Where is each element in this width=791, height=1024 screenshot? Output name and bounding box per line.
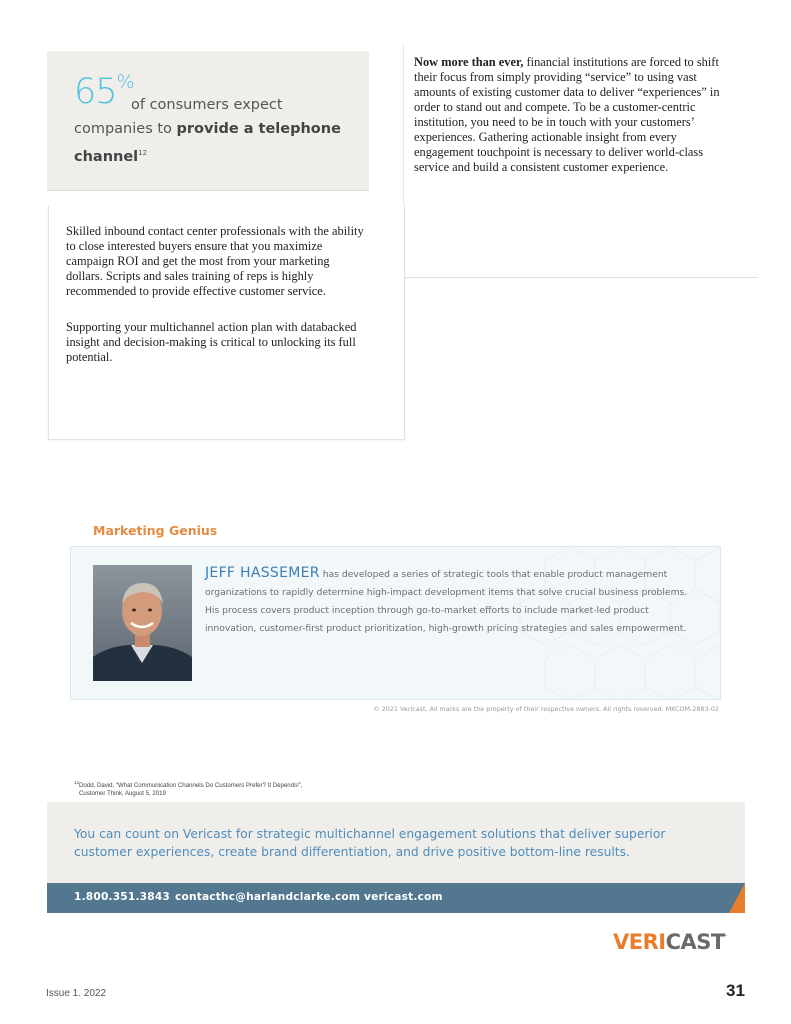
website-link[interactable]: vericast.com	[364, 891, 443, 903]
horizontal-divider	[403, 277, 758, 278]
vericast-logo: VERICAST.	[613, 930, 727, 954]
marketing-genius-heading: Marketing Genius	[93, 523, 218, 538]
cta-box	[47, 802, 745, 883]
stat-percent: 65%	[74, 71, 134, 112]
bio-name: JEFF HASSEMER	[205, 565, 320, 581]
intro-paragraph: Now more than ever, financial institutions are forced to shift their focus from simply providing “service” to using vast amounts of existing customer data to deliver “experiences” in order to stand out and compete. To be a customer-centric institution, you need to be in touch with your customers’ experiences. Gathering actionable insight from every engagement touchpoint is necessary to deliver world-class service and build a consistent customer experience.	[414, 55, 720, 174]
contact-center-box	[48, 206, 405, 440]
bio-text: JEFF HASSEMER has developed a series of strategic tools that enable product management organizations to rapidly determine high-impact development items that solve crucial business problems. His process covers product inception through go-to-market efforts to include market-led product innovation, customer-first product prioritization, high-growth pricing strategies and sales empowerment.	[205, 565, 688, 634]
stat-description: of consumers expect companies to provide a telephone channel$^{12}$	[74, 97, 341, 165]
action-plan-paragraph: Supporting your multichannel action plan with databacked insight and decision-making is critical to unlocking its full potential.	[66, 320, 357, 364]
contact-center-paragraph: Skilled inbound contact center professionals with the ability to close interested buyers ensure that you maximize campaign ROI and get the most from your marketing dollars. Scripts and sales training of reps is highly recommended to provide effective customer service.	[66, 224, 364, 298]
contact-bar	[47, 883, 745, 913]
vertical-divider	[403, 44, 404, 206]
phone-number[interactable]: 1.800.351.3843	[74, 891, 170, 903]
email-link[interactable]: contacthc@harlandclarke.com	[175, 891, 361, 903]
stat-callout-box	[47, 51, 369, 191]
copyright-notice: © 2021 Vericast. All marks are the property of their respective owners. All rights reserved. MKCOM-2883-02	[373, 705, 719, 713]
page-number: 31	[726, 981, 745, 1000]
orange-accent	[729, 883, 745, 913]
jeff-hassemer-photo	[93, 565, 192, 681]
issue-label: Issue 1. 2022	[46, 988, 107, 999]
footnote: $^{12}$Dodd, David, “What Communication Channels Do Customers Prefer? It Depends!”, Customer Think, August 5, 2019	[74, 780, 303, 797]
cta-text: You can count on Vericast for strategic multichannel engagement solutions that deliver superior customer experiences, create brand differentiation, and drive positive bottom-line results.	[74, 827, 666, 859]
bio-box	[70, 546, 721, 700]
